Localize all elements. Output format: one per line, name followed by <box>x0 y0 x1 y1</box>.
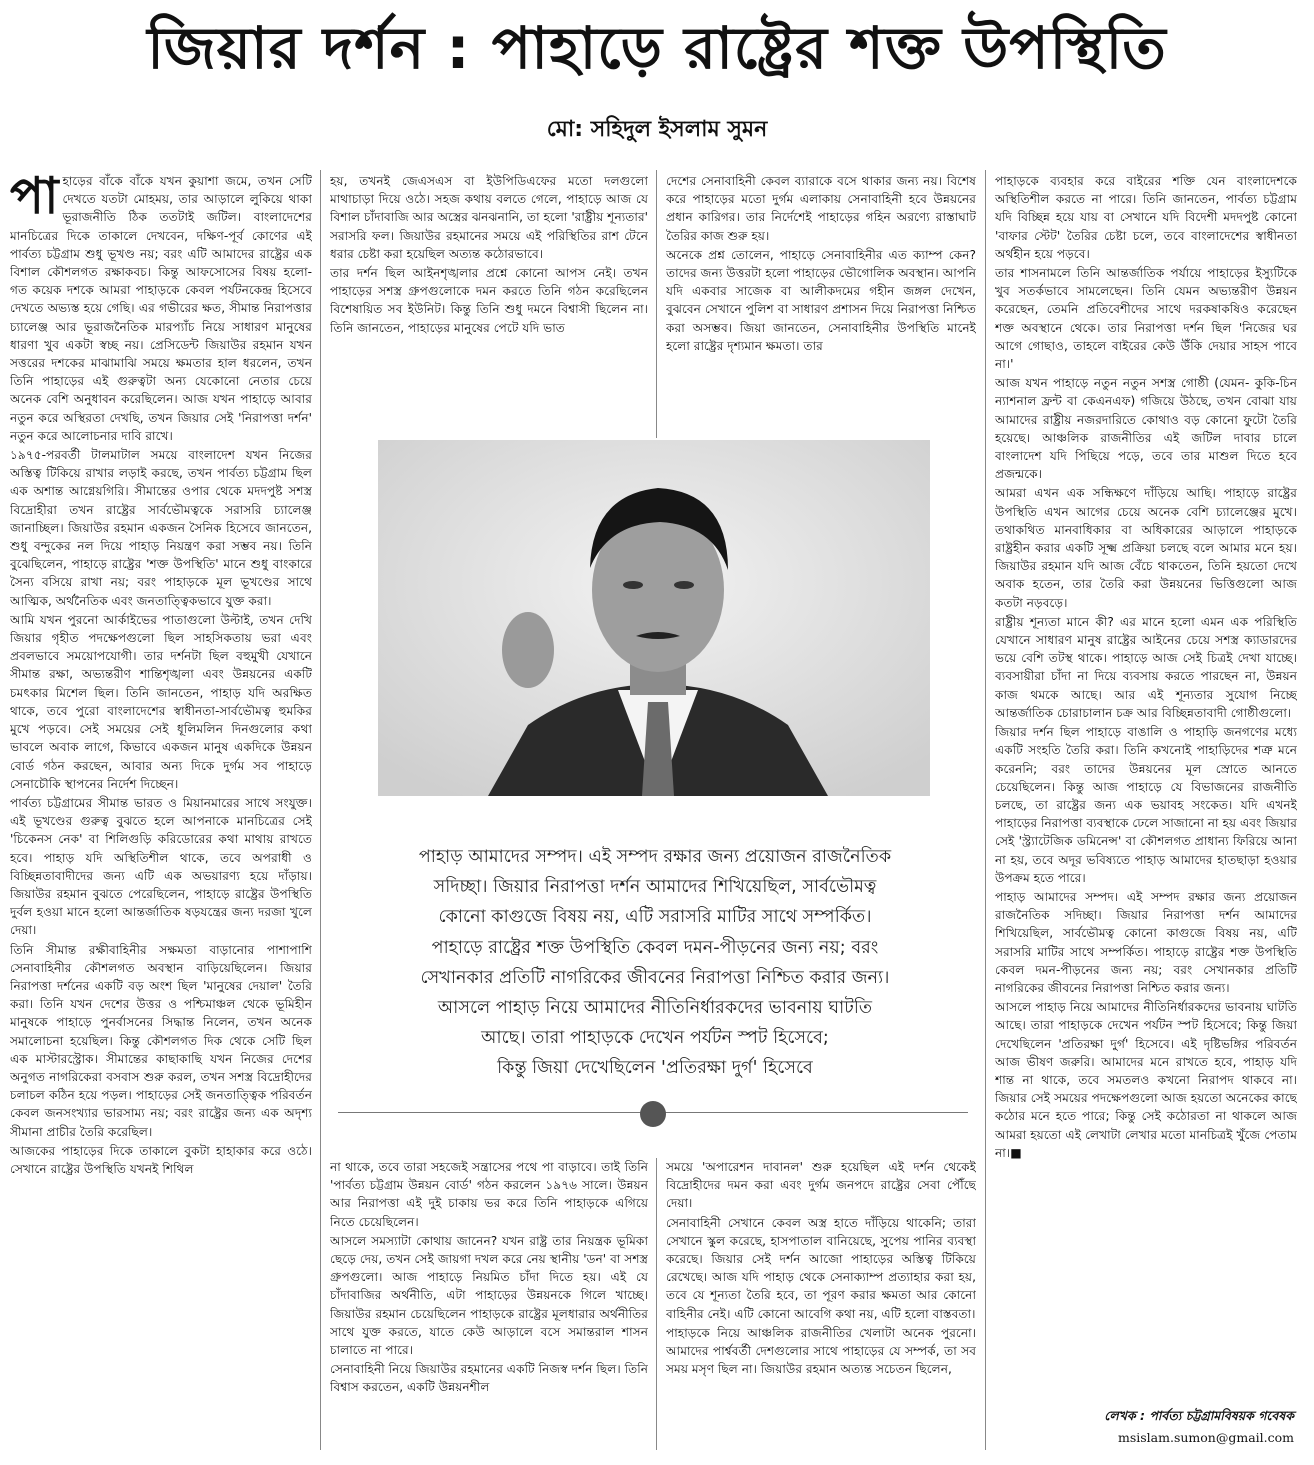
paragraph: না থাকে, তবে তারা সহজেই সন্ত্রাসের পথে পা বাড়াবে। তাই তিনি 'পার্বত্য চট্টগ্রাম উন্নয়ন বোর্ড' গঠন করলেন ১৯৭৬ সালে। উন্নয়ন আর নিরাপত্তা এই দুই চাকায় ভর করে তিনি পাহাড়কে এগিয়ে নিতে চেয়েছিলেন। <box>330 1160 648 1229</box>
paragraph: হয়, তখনই জেএসএস বা ইউপিডিএফের মতো দলগুলো মাথাচাড়া দিয়ে ওঠে। সহজ কথায় বলতে গেলে, পাহাড়ে আজ যে বিশাল চাঁদাবাজি আর অস্ত্রের ঝনঝনানি, তা হলো 'রাষ্ট্রীয় শূন্যতার' সরাসরি ফল। জিয়াউর রহমানের সময়ে এই পরিস্থিতির রাশ টেনে ধরার চেষ্টা করা হয়েছিল অত্যন্ত কঠোরভাবে। <box>330 174 648 261</box>
paragraph: আজ যখন পাহাড়ে নতুন নতুন সশস্ত্র গোষ্ঠী (যেমন- কুকি-চিন ন্যাশনাল ফ্রন্ট বা কেএনএফ) গজিয়ে উঠছে, তখন বোঝা যায় আমাদের রাষ্ট্রীয় নজরদারিতে কোথাও বড় কোনো ফুটো তৈরি হয়েছে। আঞ্চলিক রাজনীতির এই জটিল দাবার চালে বাংলাদেশ যদি পিছিয়ে পড়ে, তবে তার মাশুল দিতে হবে প্রজন্মকে। <box>995 376 1297 482</box>
paragraph: আসলে পাহাড় নিয়ে আমাদের নীতিনির্ধারকদের ভাবনায় ঘাটতি আছে। তারা পাহাড়কে দেখেন পর্যটন স্পট হিসেবে; কিন্তু জিয়া দেখেছিলেন 'প্রতিরক্ষা দুর্গ' হিসেবে। এই দৃষ্টিভঙ্গির পরিবর্তন আজ ভীষণ জরুরি। আমাদের মনে রাখতে হবে, পাহাড় যদি শান্ত না থাকে, তবে সমতলও কখনো নিরাপদ থাকবে না। জিয়ার সেই সময়ের পদক্ষেপগুলো আজ হয়তো অনেকের কাছে কঠোর মনে হতে পারে; কিন্তু সেই কঠোরতা না থাকলে আজ আমরা হয়তো এই লেখাটা লেখার মতো মানচিত্রই খুঁজে পেতাম না।■ <box>995 1000 1297 1160</box>
paragraph: তিনি সীমান্ত রক্ষীবাহিনীর সক্ষমতা বাড়ানোর পাশাপাশি সেনাবাহিনীর কৌশলগত অবস্থান বাড়িয়েছিলেন। জিয়ার নিরাপত্তা দর্শনের একটি বড় অংশ ছিল 'মানুষের দেয়াল' তৈরি করা। তিনি যখন দেশের উত্তর ও পশ্চিমাঞ্চল থেকে ভূমিহীন মানুষকে পাহাড়ে পুনর্বাসনের সিদ্ধান্ত নিলেন, তখন অনেক সমালোচনা হয়েছিল। কিন্তু কৌশলগত দিক থেকে সেটি ছিল এক মাস্টারস্ট্রোক। সীমান্তের কাছাকাছি যখন নিজের দেশের অনুগত নাগরিকেরা বসবাস শুরু করল, তখন সশস্ত্র বিদ্রোহীদের চলাচল কঠিন হয়ে পড়ল। পাহাড়ের সেই জনতাত্ত্বিক পরিবর্তন কেবল জনসংখ্যার ভারসাম্য নয়; বরং রাষ্ট্রের জন্য এক অদৃশ্য সীমানা প্রাচীর তৈরি করেছিল। <box>10 942 312 1139</box>
paragraph: তার শাসনামলে তিনি আন্তর্জাতিক পর্যায়ে পাহাড়ের ইস্যুটিকে খুব সতর্কভাবে সামলেছেন। তিনি যেমন অভ্যন্তরীণ উন্নয়ন করেছেন, তেমনি প্রতিবেশীদের সাথে দরকষাকষিও করেছেন শক্ত অবস্থানে থেকে। তার নিরাপত্তা দর্শন ছিল 'নিজের ঘর আগে গোছাও, তাহলে বাইরের কেউ উঁকি দেয়ার সাহস পাবে না।' <box>995 266 1297 372</box>
paragraph: তার দর্শন ছিল আইনশৃঙ্খলার প্রশ্নে কোনো আপস নেই। তখন পাহাড়ের সশস্ত্র গ্রুপগুলোকে দমন করতে তিনি গঠন করেছিলেন বিশেষায়িত সব ইউনিট। কিন্তু তিনি শুধু দমনে বিশ্বাসী ছিলেন না। তিনি জানতেন, পাহাড়ের মানুষের পেটে যদি ভাত <box>330 266 648 335</box>
column-rule <box>656 1158 657 1450</box>
paragraph: পাহাড়কে নিয়ে আঞ্চলিক রাজনীতির খেলাটা অনেক পুরনো। আমাদের পার্শ্ববর্তী দেশগুলোর সাথে পাহাড়ের যে সম্পর্ক, তা সব সময় মসৃণ ছিল না। জিয়াউর রহমান অত্যন্ত সচেতন ছিলেন, <box>666 1325 976 1377</box>
paragraph: ১৯৭৫-পরবর্তী টালমাটাল সময়ে বাংলাদেশ যখন নিজের অস্তিত্ব টিকিয়ে রাখার লড়াই করছে, তখন পার্বত্য চট্টগ্রাম ছিল এক অশান্ত আগ্নেয়গিরি। সীমান্তের ওপার থেকে মদদপুষ্ট সশস্ত্র বিদ্রোহীরা তখন রাষ্ট্রের সার্বভৌমত্বকে সরাসরি চ্যালেঞ্জ জানাচ্ছিল। জিয়াউর রহমান একজন সৈনিক হিসেবে জানতেন, শুধু বন্দুকের নল দিয়ে পাহাড় নিয়ন্ত্রণ করা সম্ভব নয়। তিনি বুঝেছিলেন, পাহাড়ে রাষ্ট্রের 'শক্ত উপস্থিতি' মানে শুধু বাংকারে সৈন্য বসিয়ে রাখা নয়; বরং পাহাড়কে মূল ভূখণ্ডের সাথে আত্মিক, অর্থনৈতিক এবং জনতাত্ত্বিকভাবে যুক্ত করা। <box>10 448 312 608</box>
paragraph: সেনাবাহিনী নিয়ে জিয়াউর রহমানের একটি নিজস্ব দর্শন ছিল। তিনি বিশ্বাস করতেন, একটি উন্নয়নশীল <box>330 1362 648 1395</box>
column-rule <box>656 170 657 438</box>
paragraph: আসলে সমস্যাটা কোথায় জানেন? যখন রাষ্ট্র তার নিয়ন্ত্রক ভূমিকা ছেড়ে দেয়, তখন সেই জায়গা দখল করে নেয় স্থানীয় 'ডন' বা সশস্ত্র গ্রুপগুলো। আজ পাহাড়ে নিয়মিত চাঁদা দিতে হয়। এই যে চাঁদাবাজির অর্থনীতি, এটা পাহাড়ের উন্নয়নকে গিলে খাচ্ছে। জিয়াউর রহমান চেয়েছিলেন পাহাড়কে রাষ্ট্রের মূলধারার অর্থনীতির সাথে যুক্ত করতে, যাতে কেউ আড়ালে বসে সমান্তরাল শাসন চালাতে না পারে। <box>330 1233 648 1358</box>
pull-quote-line: আছে। তারা পাহাড়কে দেখেন পর্যটন স্পট হিসেবে; <box>481 1028 829 1049</box>
paragraph: সময়ে 'অপারেশন দাবানল' শুরু হয়েছিল এই দর্শন থেকেই বিদ্রোহীদের দমন করা এবং দুর্গম জনপদে রাষ্ট্রের সেবা পৌঁছে দেয়া। <box>666 1160 976 1211</box>
paragraph: পাহাড়কে ব্যবহার করে বাইরের শক্তি যেন বাংলাদেশকে অস্থিতিশীল করতে না পারে। তিনি জানতেন, পার্বত্য চট্টগ্রাম যদি বিচ্ছিন্ন হয়ে যায় বা সেখানে যদি বিদেশী মদদপুষ্ট কোনো 'বাফার স্টেট' তৈরির চেষ্টা চলে, তবে বাংলাদেশের স্বাধীনতা অর্থহীন হয়ে পড়বে। <box>995 174 1297 261</box>
divider-dot <box>640 1101 666 1127</box>
portrait-illustration <box>378 440 930 796</box>
author-email[interactable]: msislam.sumon@gmail.com <box>1117 1430 1294 1445</box>
column-rule <box>320 170 321 1450</box>
paragraph: রাষ্ট্রীয় শূন্যতা মানে কী? এর মানে হলো এমন এক পরিস্থিতি যেখানে সাধারণ মানুষ রাষ্ট্রের আইনের চেয়ে সশস্ত্র ক্যাডারদের ভয়ে বেশি তটস্থ থাকে। পাহাড়ে আজ সেই চিত্রই দেখা যাচ্ছে। ব্যবসায়ীরা চাঁদা না দিয়ে ব্যবসায় করতে পারছেন না, উন্নয়ন কাজ থমকে আছে। আর এই শূন্যতার সুযোগ নিচ্ছে আন্তর্জাতিক চোরাচালান চক্র আর বিচ্ছিন্নতাবাদী গোষ্ঠীগুলো। <box>995 614 1297 720</box>
paragraph: সেনাবাহিনী সেখানে কেবল অস্ত্র হাতে দাঁড়িয়ে থাকেনি; তারা সেখানে স্কুল করেছে, হাসপাতাল বানিয়েছে, সুপেয় পানির ব্যবস্থা করেছে। জিয়ার সেই দর্শন আজো পাহাড়ের অস্তিত্ব টিকিয়ে রেখেছে। আজ যদি পাহাড় থেকে সেনাক্যাম্প প্রত্যাহার করা হয়, তবে যে শূন্যতা তৈরি হবে, তা পূরণ করার ক্ষমতা আর কোনো বাহিনীর নেই। এটি কোনো আবেগি কথা নয়, এটি হলো বাস্তবতা। <box>666 1215 976 1321</box>
article-column-2-top <box>330 172 648 434</box>
paragraph: পাহাড় আমাদের সম্পদ। এই সম্পদ রক্ষার জন্য প্রয়োজন রাজনৈতিক সদিচ্ছা। জিয়ার নিরাপত্তা দর্শন আমাদের শিখিয়েছিল, সার্বভৌমত্ব কোনো কাগুজে বিষয় নয়, এটি সরাসরি মাটির সাথে সম্পর্কিত। পাহাড়ে রাষ্ট্রের শক্ত উপস্থিতি কেবল দমন-পীড়নের জন্য নয়; বরং সেখানকার প্রতিটি নাগরিকের জীবনের নিরাপত্তা নিশ্চিত করার জন্য। <box>995 889 1297 995</box>
pull-quote-line: কোনো কাগুজে বিষয় নয়, এটি সরাসরি মাটির সাথে সম্পর্কিত। <box>438 907 872 928</box>
paragraph: অনেকে প্রশ্ন তোলেন, পাহাড়ে সেনাবাহিনীর এত ক্যাম্প কেন? তাদের জন্য উত্তরটা হলো পাহাড়ের ভৌগোলিক অবস্থান। আপনি যদি একবার সাজেক বা আলীকদমের গহীন জঙ্গল দেখেন, বুঝবেন সেখানে পুলিশ বা সাধারণ প্রশাসন দিয়ে নিরাপত্তা নিশ্চিত করা অসম্ভব। জিয়া জানতেন, সেনাবাহিনীর উপস্থিতি মানেই হলো রাষ্ট্রের দৃশ্যমান ক্ষমতা। তার <box>666 247 976 353</box>
article-column-3-bottom <box>666 1158 976 1448</box>
paragraph: জিয়ার দর্শন ছিল পাহাড়ে বাঙালি ও পাহাড়ি জনগণের মধ্যে একটি সংহতি তৈরি করা। তিনি কখনোই পাহাড়িদের শত্রু মনে করেননি; বরং তাদের উন্নয়নের মূল স্রোতে আনতে চেয়েছিলেন। কিন্তু আজ পাহাড়ে যে বিভাজনের রাজনীতি চলছে, তা রাষ্ট্রের জন্য এক ভয়াবহ সংকেত। যদি এখনই পাহাড়ের নিরাপত্তা ব্যবস্থাকে ঢেলে সাজানো না হয় এবং জিয়ার সেই 'স্ট্র্যাটেজিক ডমিনেন্স' বা কৌশলগত প্রাধান্য ফিরিয়ে আনা না হয়, তবে অদূর ভবিষ্যতে পাহাড় আমাদের হাতছাড়া হওয়ার উপক্রম হতে পারে। <box>995 725 1297 885</box>
pull-quote-line: আসলে পাহাড় নিয়ে আমাদের নীতিনির্ধারকদের ভাবনায় ঘাটতি <box>437 998 873 1019</box>
pull-quote-line: সেখানকার প্রতিটি নাগরিকের জীবনের নিরাপত্তা নিশ্চিত করার জন্য। <box>420 967 890 988</box>
article-column-4 <box>995 172 1297 1404</box>
paragraph: আজকের পাহাড়ের দিকে তাকালে বুকটা হাহাকার করে ওঠে। সেখানে রাষ্ট্রের উপস্থিতি যখনই শিথিল <box>10 1143 312 1176</box>
dropcap: পা <box>10 172 59 225</box>
pull-quote-line: পাহাড় আমাদের সম্পদ। এই সম্পদ রক্ষার জন্য প্রয়োজন রাজনৈতিক <box>418 847 892 867</box>
portrait-photo <box>378 440 930 796</box>
paragraph: হাড়ের বাঁকে বাঁকে যখন কুয়াশা জমে, তখন সেটি দেখতে যতটা মোহময়, তার আড়ালে লুকিয়ে থাকা ভূরাজনীতি ঠিক ততটাই জটিল। বাংলাদেশের মানচিত্রের দিকে তাকালে দেখবেন, দক্ষিণ-পূর্ব কোণের এই পার্বত্য চট্টগ্রাম শুধু ভূখণ্ড নয়; বরং এটি আমাদের রাষ্ট্রের এক বিশাল কৌশলগত রক্ষাকবচ। কিন্তু আফসোসের বিষয় হলো- গত কয়েক দশকে আমরা পাহাড়কে কেবল পর্যটনকেন্দ্র হিসেবে দেখতে অভ্যস্ত হয়ে গেছি। এর গভীরের ক্ষত, সীমান্ত নিরাপত্তার চ্যালেঞ্জ আর ভূরাজনৈতিক মারপ্যাঁচ নিয়ে সাধারণ মানুষের ধারণা খুব একটা স্বচ্ছ নয়। প্রেসিডেন্ট জিয়াউর রহমান যখন সত্তরের দশকের মাঝামাঝি সময়ে ক্ষমতার হাল ধরলেন, তখন তিনি পাহাড়ের এই গুরুত্বটা অন্য যেকোনো নেতার চেয়ে অনেক বেশি অনুধাবন করেছিলেন। আজ যখন পাহাড়ে আবার নতুন করে অস্থিরতা দেখছি, তখন জিয়ার সেই 'নিরাপত্তা দর্শন' নতুন করে আলোচনার দাবি রাখে। <box>10 174 312 443</box>
byline: মো: সহিদুল ইসলাম সুমন <box>546 117 768 142</box>
article-column-1 <box>10 172 312 1462</box>
paragraph: আমি যখন পুরনো আর্কাইভের পাতাগুলো উল্টাই, তখন দেখি জিয়ার গৃহীত পদক্ষেপগুলো ছিল সাহসিকতায় ভরা এবং প্রবলভাবে সময়োপযোগী। তার দর্শনটা ছিল বহুমুখী যেখানে সীমান্ত রক্ষা, অভ্যন্তরীণ শান্তিশৃঙ্খলা এবং উন্নয়নের একটি চমৎকার মিশেল ছিল। তিনি জানতেন, পাহাড় যদি অরক্ষিত থাকে, তবে পুরো বাংলাদেশের স্বাধীনতা-সার্বভৌমত্ব হুমকির মুখে পড়বে। সেই সময়ের সেই ধূলিমলিন দিনগুলোর কথা ভাবলে অবাক লাগে, কিভাবে একজন মানুষ একদিকে উন্নয়ন বোর্ড গঠন করছেন, আবার অন্য দিকে দুর্গম সব পাহাড়ে সেনাচৌকি স্থাপনের নির্দেশ দিচ্ছেন। <box>10 612 312 791</box>
pull-quote <box>335 842 975 1084</box>
paragraph: পার্বত্য চট্টগ্রামের সীমান্ত ভারত ও মিয়ানমারের সাথে সংযুক্ত। এই ভূখণ্ডের গুরুত্ব বুঝতে হলে আপনাকে মানচিত্রের সেই 'চিকেনস নেক' বা শিলিগুড়ি করিডোরের কথা মাথায় রাখতে হবে। পাহাড় যদি অস্থিতিশীল থাকে, তবে অপরাধী ও বিচ্ছিন্নতাবাদীদের জন্য এটি এক অভয়ারণ্য হয়ে দাঁড়ায়। জিয়াউর রহমান বুঝতে পেরেছিলেন, পাহাড়ে রাষ্ট্রের উপস্থিতি দুর্বল হওয়া মানে হলো আন্তর্জাতিক ষড়যন্ত্রের জন্য দরজা খুলে দেয়া। <box>10 795 312 938</box>
column-rule <box>985 170 986 1450</box>
article-column-2-bottom <box>330 1158 648 1448</box>
article-column-3-top <box>666 172 976 434</box>
paragraph: দেশের সেনাবাহিনী কেবল ব্যারাকে বসে থাকার জন্য নয়। বিশেষ করে পাহাড়ের মতো দুর্গম এলাকায় সেনাবাহিনী হবে উন্নয়নের প্রধান কারিগর। তার নির্দেশেই পাহাড়ের গহিন অরণ্যে রাস্তাঘাট তৈরির কাজ শুরু হয়। <box>666 174 976 243</box>
headline: জিয়ার দর্শন : পাহাড়ে রাষ্ট্রের শক্ত উপস্থিতি <box>147 14 1167 82</box>
paragraph: আমরা এখন এক সন্ধিক্ষণে দাঁড়িয়ে আছি। পাহাড়ে রাষ্ট্রের উপস্থিতি এখন আগের চেয়ে অনেক বেশি চ্যালেঞ্জের মুখে। তথাকথিত মানবাধিকার বা অধিকারের আড়ালে পাহাড়কে রাষ্ট্রহীন করার একটি সূক্ষ্ম প্রক্রিয়া চলছে বলে আমার মনে হয়। জিয়াউর রহমান যদি আজ বেঁচে থাকতেন, তিনি হয়তো দেখে অবাক হতেন, তার তৈরি করা উন্নয়নের ভিত্তিগুলো আজ কতটা নড়বড়ে। <box>995 486 1297 610</box>
pull-quote-line: পাহাড়ে রাষ্ট্রের শক্ত উপস্থিতি কেবল দমন-পীড়নের জন্য নয়; বরং <box>431 937 879 958</box>
pull-quote-line: সদিচ্ছা। জিয়ার নিরাপত্তা দর্শন আমাদের শিখিয়েছিল, সার্বভৌমত্ব <box>433 877 877 898</box>
author-credit: লেখক : পার্বত্য চট্টগ্রামবিষয়ক গবেষক <box>1104 1408 1294 1423</box>
pull-quote-line: কিন্তু জিয়া দেখেছিলেন 'প্রতিরক্ষা দুর্গ' হিসেবে <box>497 1058 813 1079</box>
